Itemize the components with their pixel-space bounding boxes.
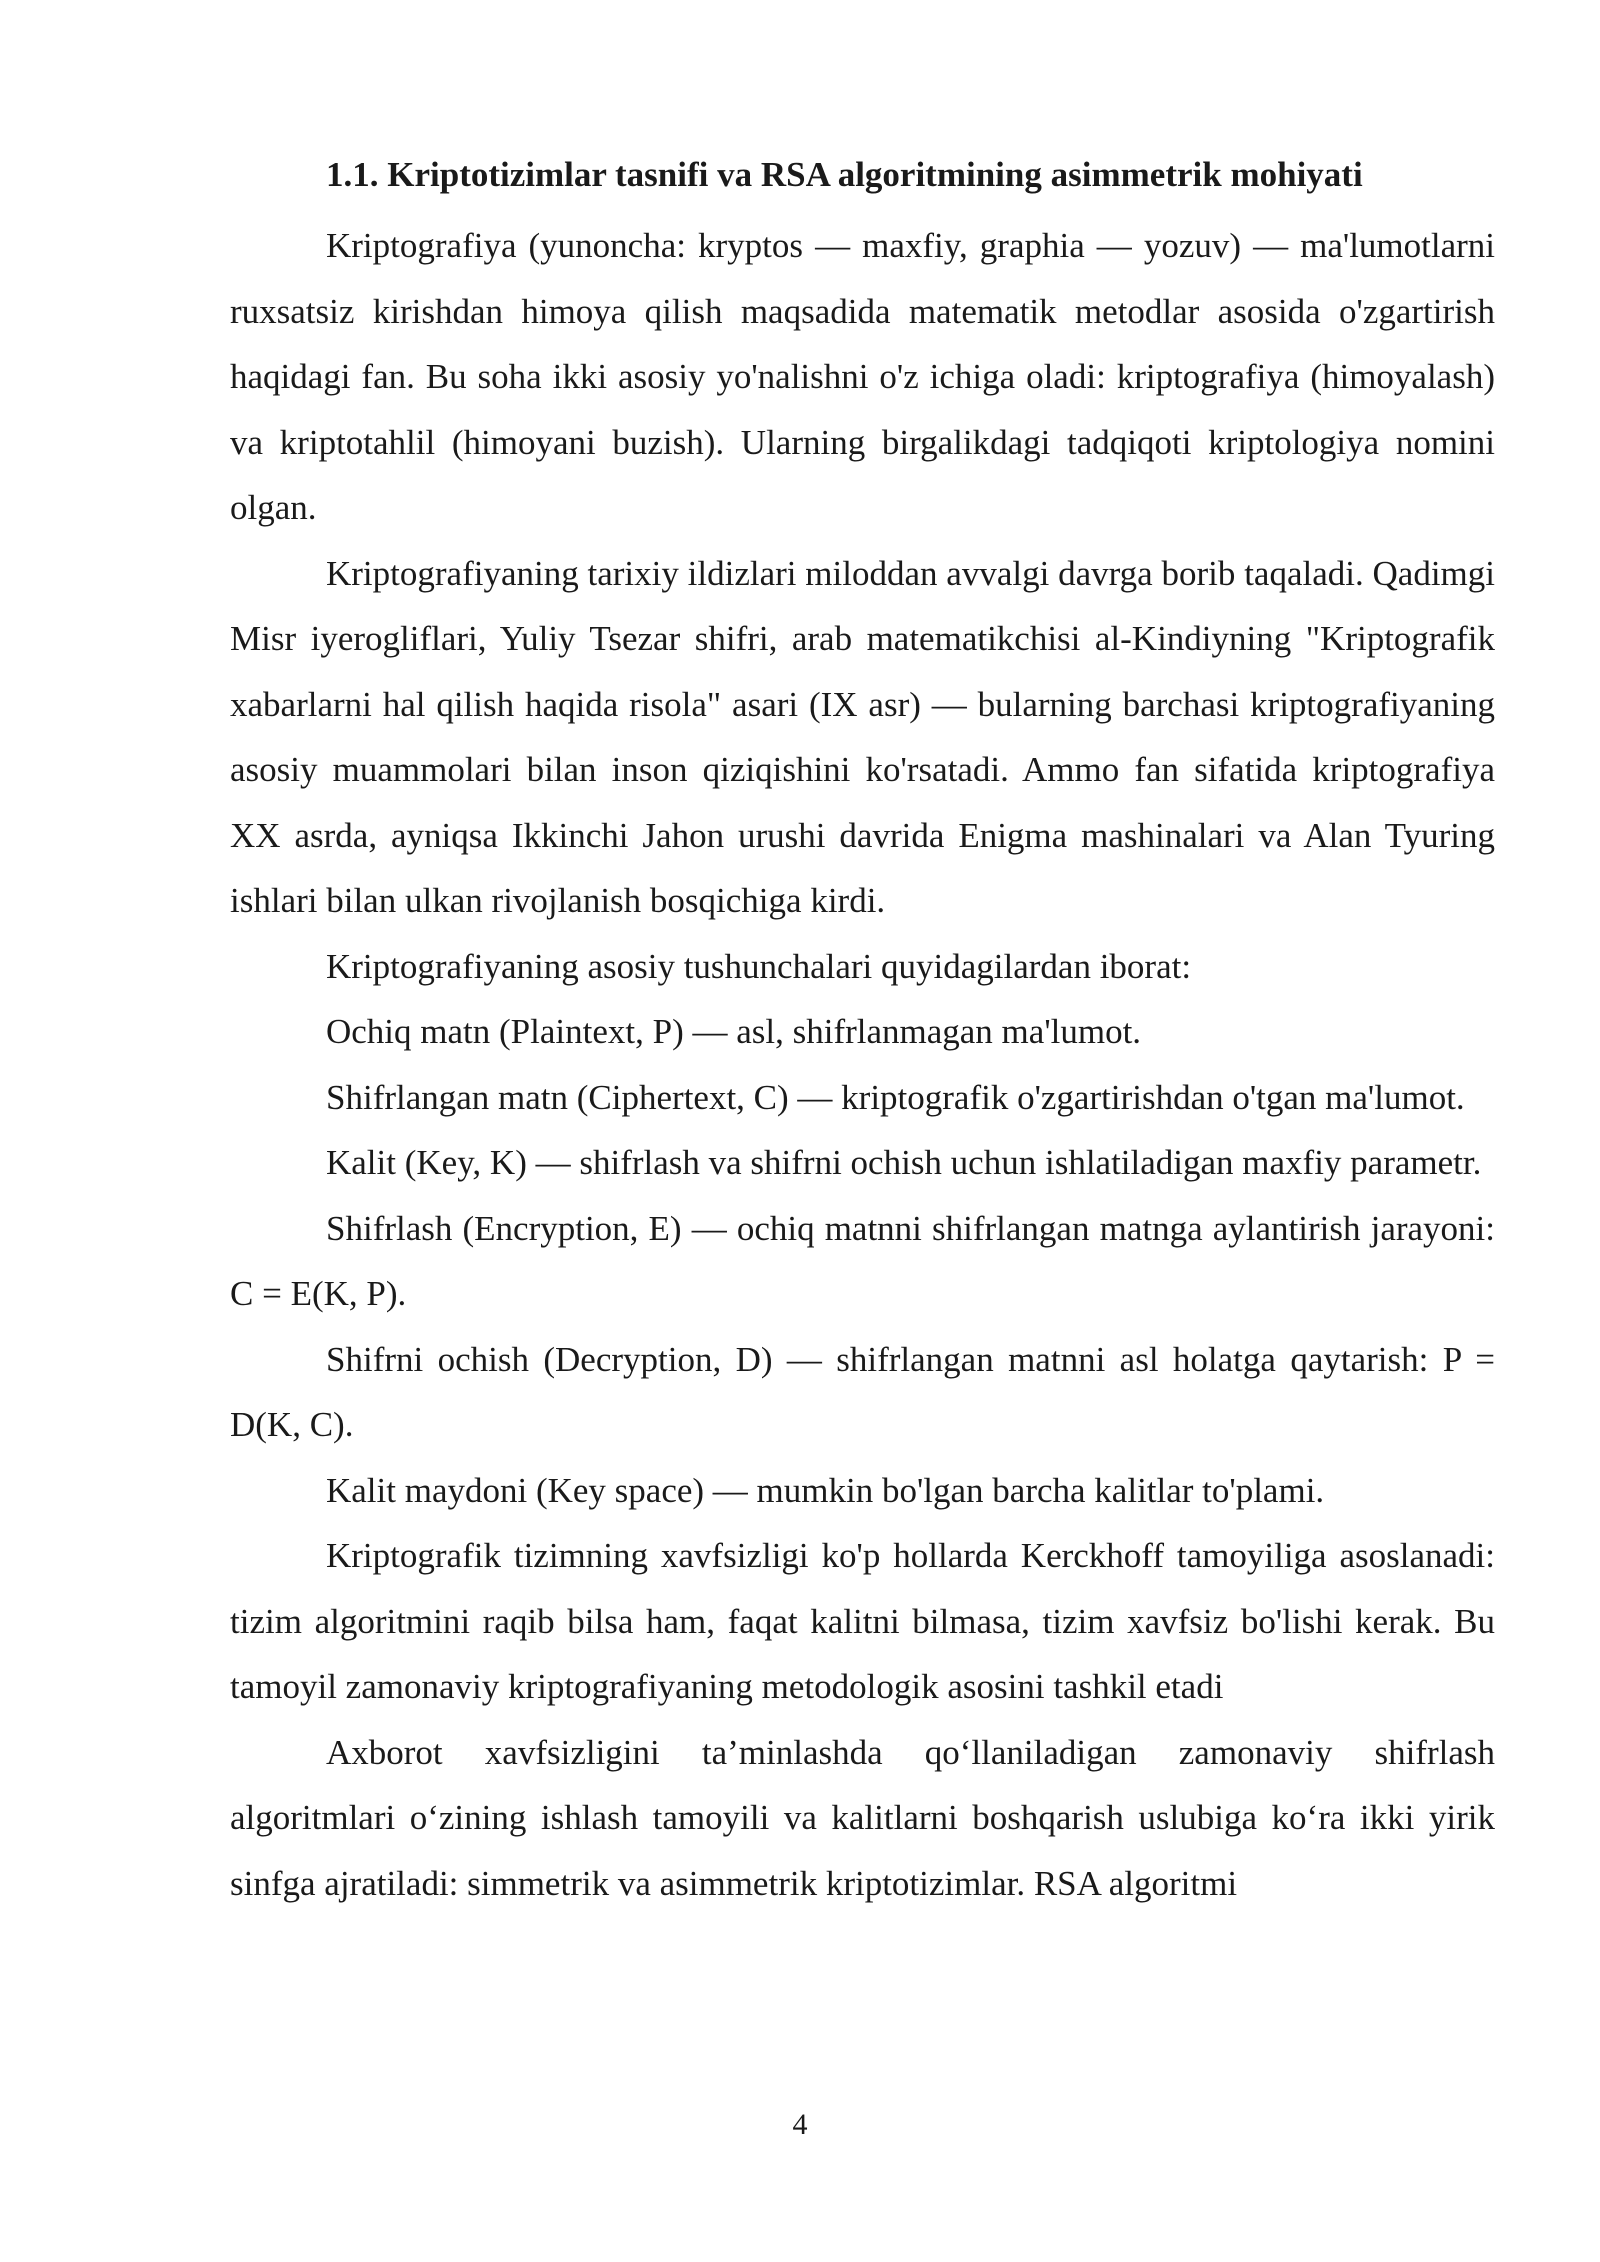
paragraph-history: Kriptografiyaning tarixiy ildizlari miloddan avvalgi davrga borib taqaladi. Qadimgi Misr iyerogliflari, Yuliy Tsezar shifri, arab matematikchisi al-Kindiyning "Kriptografik xabarlarni hal qilish haqida risola" asari (IX asr) — bularning barchasi kriptografiyaning asosiy muammolari bilan inson qiziqishini ko'rsatadi. Ammo fan sifatida kriptografiya XX asrda, ayniqsa Ikkinchi Jahon urushi davrida Enigma mashinalari va Alan Tyuring ishlari bilan ulkan rivojlanish bosqichiga kirdi. (230, 553, 1495, 920)
paragraph-key-space: Kalit maydoni (Key space) — mumkin bo'lgan barcha kalitlar to'plami. (326, 1470, 1325, 1510)
paragraph-encryption: Shifrlash (Encryption, E) — ochiq matnni shifrlangan matnga aylantirish jarayoni: C = E(K, P). (230, 1208, 1495, 1313)
paragraph-ciphertext: Shifrlangan matn (Ciphertext, C) — kriptografik o'zgartirishdan o'tgan ma'lumot. (326, 1077, 1465, 1117)
page-body (230, 148, 1495, 1916)
paragraph-classification: Axborot xavfsizligini ta’minlashda qo‘llaniladigan zamonaviy shifrlash algoritmlari o‘zining ishlash tamoyili va kalitlarni boshqarish uslubiga ko‘ra ikki yirik sinfga ajratiladi: simmetrik va asimmetrik kriptotizimlar. RSA algoritmi (230, 1732, 1495, 1903)
paragraph-plaintext: Ochiq matn (Plaintext, P) — asl, shifrlanmagan ma'lumot. (326, 1012, 1142, 1051)
paragraph-concepts-intro: Kriptografiyaning asosiy tushunchalari quyidagilardan iborat: (326, 946, 1192, 986)
paragraph-kerckhoff: Kriptografik tizimning xavfsizligi ko'p hollarda Kerckhoff tamoyiliga asoslanadi: tizim algoritmini raqib bilsa ham, faqat kalitni bilmasa, tizim xavfsiz bo'lishi kerak. Bu tamoyil zamonaviy kriptografiyaning metodologik asosini tashkil etadi (230, 1536, 1495, 1706)
page-number: 4 (792, 2108, 808, 2141)
section-number: 1.1. (326, 155, 379, 194)
section-title: Kriptotizimlar tasnifi va RSA algoritmining asimmetrik mohiyati (387, 155, 1363, 194)
paragraph-key: Kalit (Key, K) — shifrlash va shifrni ochish uchun ishlatiladigan maxfiy parametr. (326, 1143, 1482, 1182)
paragraph-decryption: Shifrni ochish (Decryption, D) — shifrlangan matnni asl holatga qaytarish: P = D(K, C). (230, 1339, 1495, 1444)
paragraph-definition: Kriptografiya (yunoncha: kryptos — maxfiy, graphia — yozuv) — ma'lumotlarni ruxsatsiz kirishdan himoya qilish maqsadida matematik metodlar asosida o'zgartirish haqidagi fan. Bu soha ikki asosiy yo'nalishni o'z ichiga oladi: kriptografiya (himoyalash) va kriptotahlil (himoyani buzish). Ularning birgalikdagi tadqiqoti kriptologiya nomini olgan. (230, 226, 1495, 527)
section-heading (230, 148, 1495, 202)
